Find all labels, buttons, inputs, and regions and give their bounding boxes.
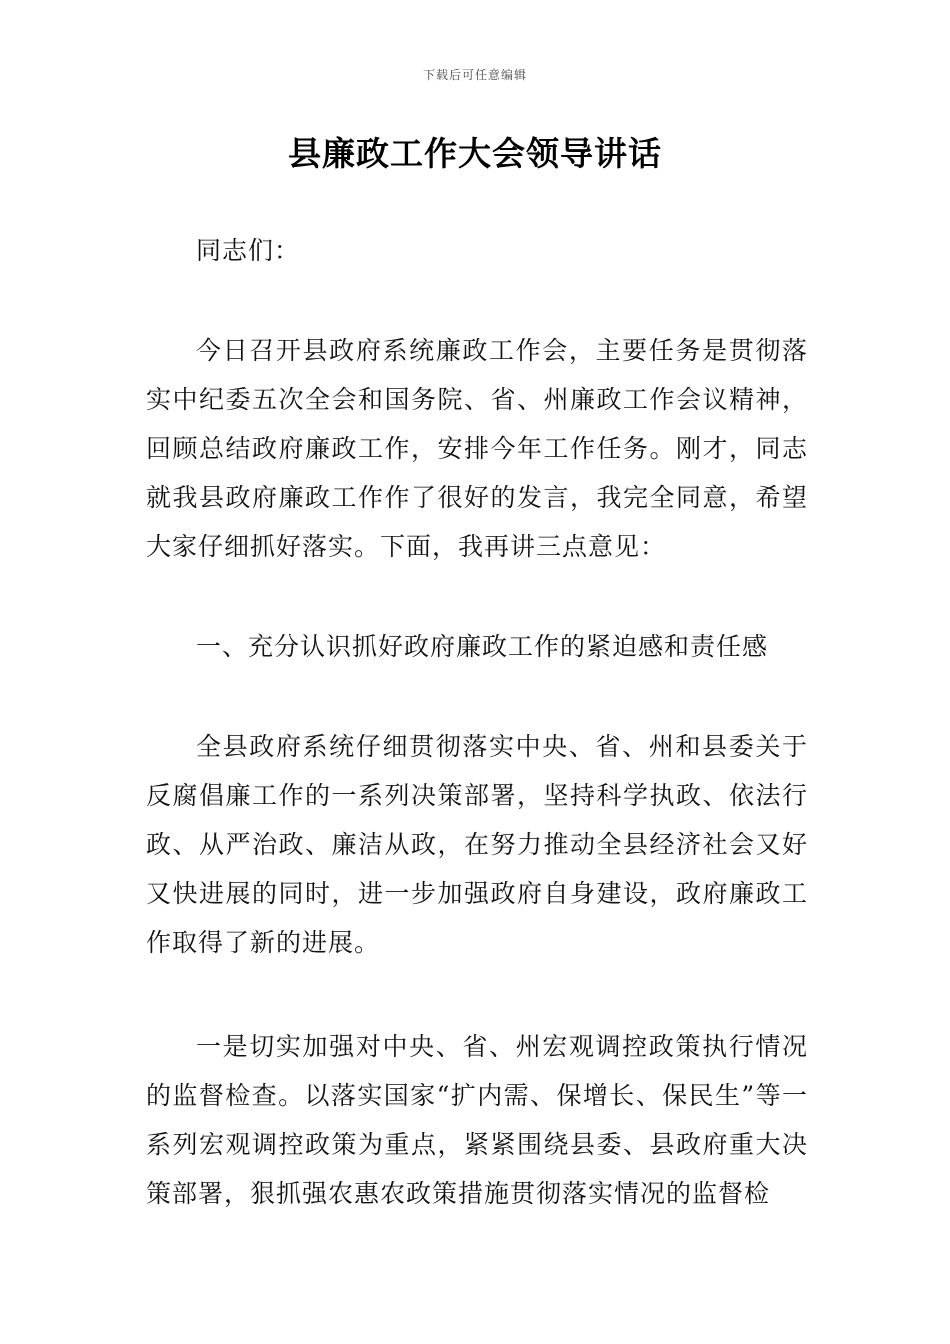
paragraph-overview: 全县政府系统仔细贯彻落实中央、省、州和县委关于反腐倡廉工作的一系列决策部署，坚持科学执政、依法行政、从严治政、廉洁从政，在努力推动全县经济社会又好又快进展的同时，进一步加强政府自身建设，政府廉政工作取得了新的进展。 xyxy=(146,732,808,957)
paragraph-intro: 今日召开县政府系统廉政工作会，主要任务是贯彻落实中纪委五次全会和国务院、省、州廉政工作会议精神，回顾总结政府廉政工作，安排今年工作任务。刚才，同志就我县政府廉政工作作了很好的发言，我完全同意，希望大家仔细抓好落实。下面，我再讲三点意见： xyxy=(146,336,808,561)
paragraph-point-1: 一是切实加强对中央、省、州宏观调控政策执行情况的监督检查。以落实国家“扩内需、保增长、保民生”等一系列宏观调控政策为重点，紧紧围绕县委、县政府重大决策部署，狠抓强农惠农政策措施贯彻落实情况的监督检 xyxy=(146,1032,808,1208)
section-heading-1: 一、充分认识抓好政府廉政工作的紧迫感和责任感 xyxy=(196,632,769,661)
header-note: 下载后可任意编辑 xyxy=(422,68,527,82)
salutation: 同志们： xyxy=(196,236,301,265)
document-title: 县廉政工作大会领导讲话 xyxy=(288,134,662,173)
